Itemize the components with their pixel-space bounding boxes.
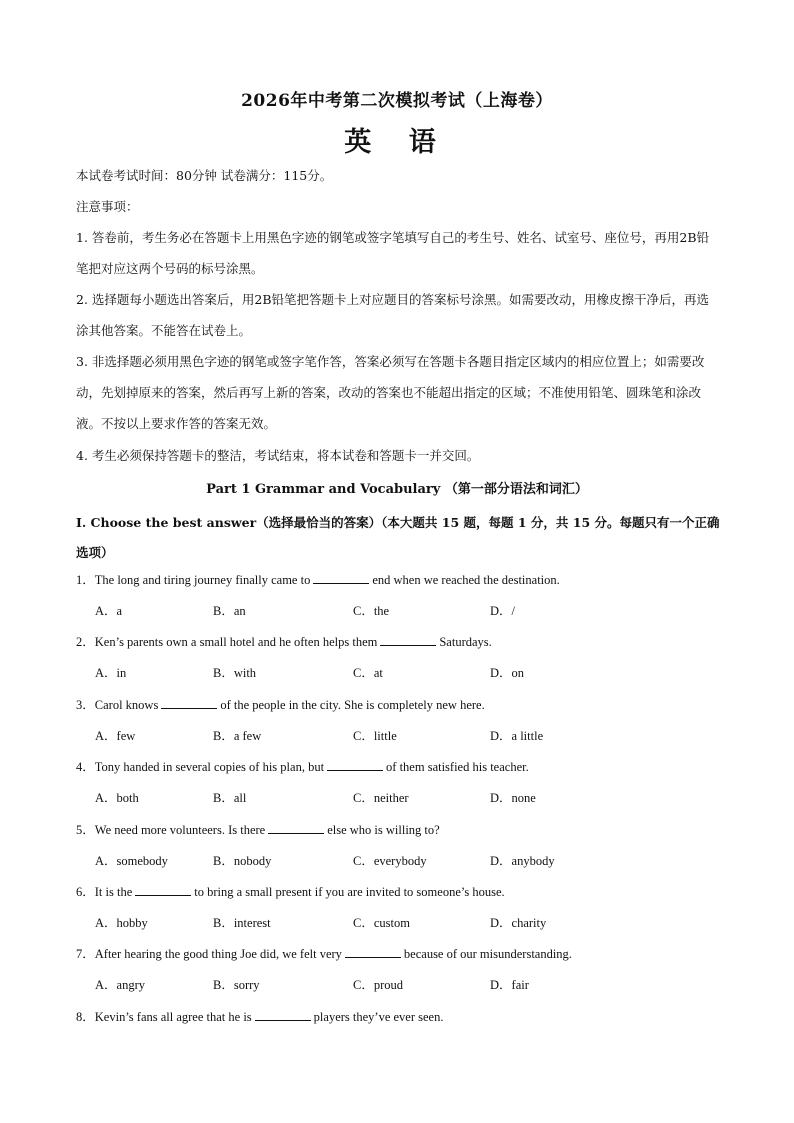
question-text-after: because of our misunderstanding. (403, 947, 572, 962)
option-d: D．a little (490, 728, 544, 743)
option-b: B．all (213, 791, 247, 806)
option-c: C．custom (353, 916, 410, 930)
question-number: 4． (76, 760, 95, 775)
question-number: 2． (76, 635, 95, 650)
option-a: A．a (95, 604, 123, 618)
answer-blank (313, 572, 369, 584)
question-2 (76, 634, 726, 650)
part-heading: Part 1 Grammar and Vocabulary （第一部分语法和词汇） (206, 482, 588, 497)
option-c: C．the (353, 604, 390, 618)
option-a: A．in (95, 666, 127, 681)
option-c: C．neither (353, 791, 409, 806)
option-d: D．none (490, 791, 536, 806)
question-text-before: We need more volunteers. Is there (94, 822, 266, 837)
option-a: A．angry (95, 978, 145, 993)
question-3 (76, 697, 726, 713)
option-row (95, 665, 655, 681)
question-number: 1． (76, 573, 95, 587)
question-number: 8． (76, 1009, 95, 1024)
question-8 (76, 1009, 726, 1025)
option-b: B．a few (213, 728, 262, 743)
option-c: C．proud (353, 978, 404, 993)
note-item: 3. 非选择题必须用黑色字迹的钢笔或签字笔作答，答案必须写在答题卡各题目指定区域内的相应位置上；如需要改动，先划掉原来的答案，然后再写上新的答案，改动的答案也不能超出指定的区域；不准使用铅笔、圆珠笔和涂改液。不按以上要求作答的答案无效。 (76, 354, 705, 431)
option-a: A．few (95, 728, 136, 743)
option-c: C．everybody (353, 853, 427, 868)
question-text-before: Ken’s parents own a small hotel and he often helps them (94, 635, 378, 650)
option-d: D．anybody (490, 853, 555, 868)
question-text-before: The long and tiring journey finally came to (94, 573, 311, 587)
option-d: D．on (490, 666, 525, 681)
question-text-before: Kevin’s fans all agree that he is (94, 1009, 252, 1024)
option-row (95, 790, 655, 806)
question-text-after: else who is willing to? (327, 822, 440, 837)
option-row (95, 603, 655, 619)
question-text-before: Tony handed in several copies of his plan, but (94, 760, 325, 775)
option-a: A．hobby (95, 916, 148, 930)
option-a: A．somebody (95, 853, 168, 868)
question-text-after: of the people in the city. She is completely new here. (220, 697, 485, 712)
question-4 (76, 759, 726, 775)
option-b: B．an (213, 604, 246, 618)
option-b: B．with (213, 666, 257, 681)
question-text-before: Carol knows (94, 697, 159, 712)
option-c: C．at (353, 666, 383, 681)
option-a: A．both (95, 791, 139, 806)
option-b: B．interest (213, 916, 271, 930)
option-row (95, 728, 655, 744)
question-number: 7． (76, 947, 95, 962)
note-item: 2. 选择题每小题选出答案后，用2B铅笔把答题卡上对应题目的答案标号涂黑。如需要改动，用橡皮擦干净后，再选涂其他答案。不能答在试卷上。 (76, 292, 710, 338)
question-text-after: end when we reached the destination. (372, 573, 560, 587)
answer-blank (380, 634, 436, 646)
question-5 (76, 822, 726, 838)
question-7 (76, 946, 726, 962)
answer-blank (135, 884, 191, 896)
exam-title: 2026年中考第二次模拟考试（上海卷） (241, 91, 553, 111)
option-b: B．nobody (213, 853, 272, 868)
answer-blank (268, 822, 324, 834)
question-1 (76, 572, 726, 588)
question-text-after: of them satisfied his teacher. (386, 760, 529, 775)
question-number: 6． (76, 885, 95, 899)
option-d: D．fair (490, 978, 529, 993)
answer-blank (327, 759, 383, 771)
note-item: 4. 考生必须保持答题卡的整洁，考试结束，将本试卷和答题卡一并交回。 (76, 448, 480, 463)
question-text-after: Saturdays. (439, 635, 492, 650)
section-heading: I. Choose the best answer（选择最恰当的答案）（本大题共 15 题，每题 1 分，共 15 分。每题只有一个正确选项） (76, 515, 720, 560)
question-text-after: to bring a small present if you are invited to someone’s house. (194, 885, 505, 899)
option-row (95, 853, 655, 869)
answer-blank (345, 946, 401, 958)
question-text-before: It is the (94, 885, 133, 899)
option-row (95, 915, 655, 931)
answer-blank (255, 1009, 311, 1021)
question-number: 3． (76, 697, 95, 712)
option-b: B．sorry (213, 978, 260, 993)
option-row (95, 977, 655, 993)
question-6 (76, 884, 726, 900)
option-c: C．little (353, 728, 397, 743)
subject-title: 英 语 (344, 127, 450, 158)
question-text-after: players they’ve ever seen. (313, 1009, 444, 1024)
answer-blank (161, 697, 217, 709)
question-text-before: After hearing the good thing Joe did, we felt very (94, 947, 342, 962)
option-d: D．charity (490, 916, 547, 930)
option-d: D．/ (490, 604, 516, 618)
note-item: 1. 答卷前，考生务必在答题卡上用黑色字迹的钢笔或签字笔填写自己的考生号、姓名、试室号、座位号，再用2B铅笔把对应这两个号码的标号涂黑。 (76, 230, 710, 276)
notes-title: 注意事项： (76, 199, 139, 214)
exam-time-info: 本试卷考试时间：80分钟 试卷满分：115分。 (76, 168, 333, 183)
question-number: 5． (76, 822, 95, 837)
